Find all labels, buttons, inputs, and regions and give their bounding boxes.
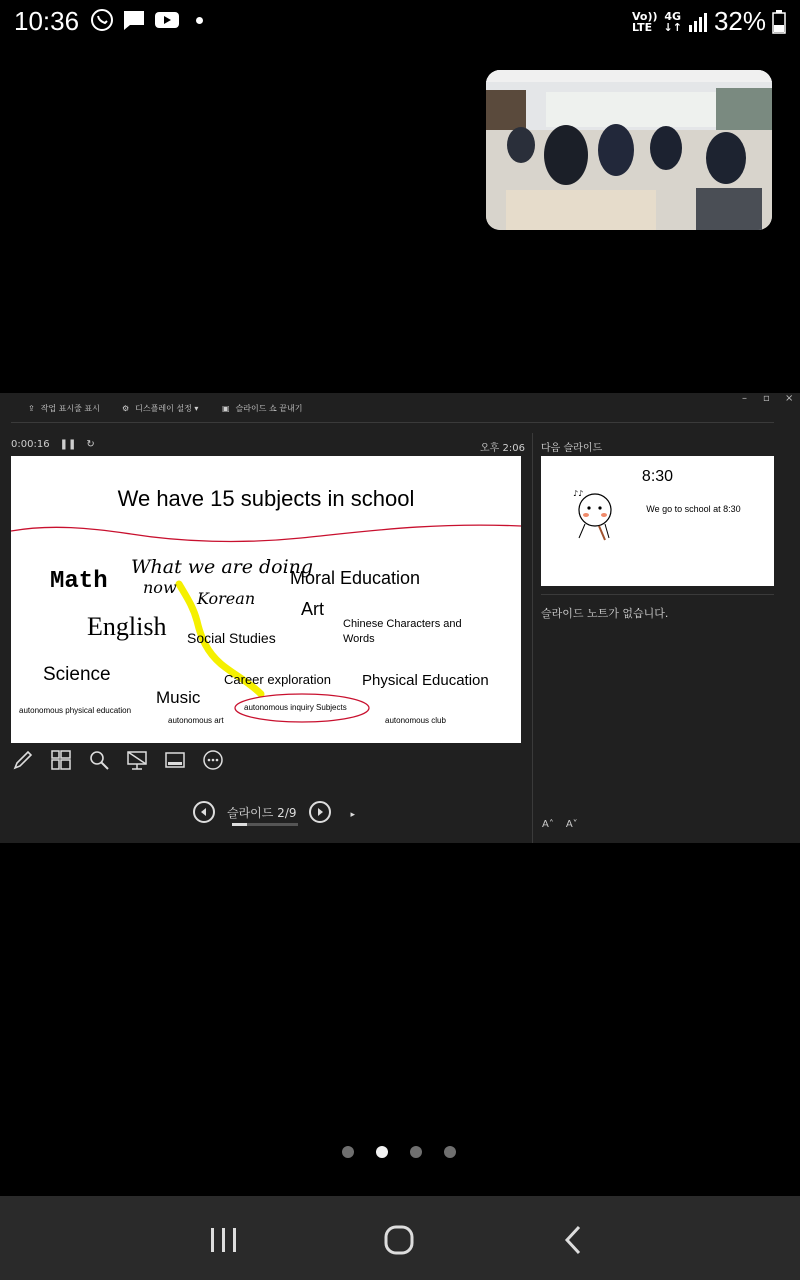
- page-dot[interactable]: [410, 1146, 422, 1158]
- volte-bottom: LTE: [631, 20, 653, 34]
- decrease-font-button[interactable]: A˅: [565, 819, 578, 830]
- subject-autonomous-art: autonomous art: [168, 716, 224, 725]
- back-icon[interactable]: [562, 1224, 584, 1256]
- signal-icon: [688, 11, 708, 33]
- data-arrows-icon: ↓↑: [663, 20, 682, 34]
- classroom-image: [486, 70, 772, 230]
- next-slide-body: We go to school at 8:30: [646, 504, 741, 514]
- display-settings-icon: ⚙: [122, 404, 130, 413]
- volte-top: Vo)): [631, 9, 658, 23]
- data-indicator: [664, 11, 682, 33]
- youtube-icon: [154, 9, 180, 31]
- end-slideshow-button[interactable]: [222, 403, 302, 414]
- notification-icons: [90, 8, 203, 32]
- zoom-icon[interactable]: [87, 748, 111, 772]
- subject-science: Science: [43, 664, 111, 685]
- notes-font-buttons: [542, 819, 578, 830]
- subtitles-icon[interactable]: [163, 748, 187, 772]
- recent-apps-icon[interactable]: [208, 1226, 240, 1254]
- next-slide-title: 8:30: [641, 468, 674, 485]
- red-underline: [11, 525, 521, 541]
- minimize-button[interactable]: –: [742, 393, 747, 404]
- next-icon: [315, 807, 325, 817]
- slide-title: We have 15 subjects in school: [117, 486, 415, 511]
- handwriting-text-2: now: [143, 578, 177, 597]
- slide-counter: 슬라이드 2/9: [227, 805, 297, 820]
- timer: [11, 439, 95, 450]
- volte-indicator: [632, 11, 658, 33]
- handwriting-text-1: What we are doing: [131, 556, 314, 578]
- slide-progress-fill: [232, 823, 247, 826]
- camera-preview[interactable]: [486, 70, 772, 230]
- slide-navigation: [193, 801, 355, 823]
- slide-tools: [11, 748, 225, 772]
- slide-annotations: [11, 456, 521, 743]
- current-slide[interactable]: [11, 456, 521, 743]
- clock: 오후 2:06: [480, 443, 525, 454]
- black-screen-icon[interactable]: [125, 748, 149, 772]
- page-dot[interactable]: [376, 1146, 388, 1158]
- more-options-icon[interactable]: [201, 748, 225, 772]
- next-slide-preview[interactable]: [541, 456, 774, 586]
- pen-icon[interactable]: [11, 748, 35, 772]
- status-time: 10:36: [14, 6, 80, 36]
- subject-math: Math: [50, 568, 108, 595]
- subject-english: English: [87, 612, 167, 641]
- battery-icon: [772, 10, 786, 34]
- timer-value: 0:00:16: [11, 439, 50, 450]
- increase-font-button[interactable]: A˄: [542, 819, 554, 830]
- reset-timer-icon[interactable]: ↻: [86, 439, 95, 450]
- notification-dot-icon: [196, 17, 203, 24]
- panel-divider: [532, 433, 533, 843]
- see-all-slides-icon[interactable]: [49, 748, 73, 772]
- show-taskbar-label: 작업 표시줄 표시: [40, 404, 100, 413]
- display-settings-label: 디스플레이 설정 ▾: [135, 404, 199, 413]
- subject-music: Music: [156, 688, 201, 707]
- home-icon[interactable]: [383, 1224, 415, 1256]
- previous-slide-button[interactable]: [193, 801, 215, 823]
- show-taskbar-button[interactable]: [28, 403, 100, 414]
- slide-progress: [232, 823, 298, 826]
- page-dot[interactable]: [342, 1146, 354, 1158]
- notes-divider: [541, 594, 774, 595]
- data-type: 4G: [664, 9, 682, 23]
- subject-autonomous-inquiry: autonomous inquiry Subjects: [244, 703, 347, 712]
- end-slideshow-label: 슬라이드 쇼 끝내기: [235, 404, 303, 413]
- display-settings-button[interactable]: [122, 403, 198, 414]
- whatsapp-icon: [90, 8, 114, 32]
- cartoon-character-image: [571, 486, 617, 544]
- subject-art: Art: [301, 599, 325, 619]
- pause-icon[interactable]: ❚❚: [59, 439, 77, 450]
- next-slide-label: 다음 슬라이드: [541, 443, 603, 454]
- page-dot[interactable]: [444, 1146, 456, 1158]
- subject-autonomous-club: autonomous club: [385, 716, 446, 725]
- subject-social-studies: Social Studies: [187, 630, 276, 646]
- status-right: [632, 6, 786, 37]
- subject-korean: Korean: [197, 589, 256, 608]
- battery-percent: 32%: [713, 6, 766, 36]
- subject-chinese-characters: Chinese Characters and Words: [343, 618, 462, 645]
- message-icon: [122, 8, 146, 32]
- restore-button[interactable]: ▫: [763, 393, 770, 404]
- toolbar-divider: [11, 422, 774, 423]
- presenter-view: [0, 393, 800, 843]
- subject-moral-education: Moral Education: [290, 568, 421, 588]
- subject-autonomous-pe: autonomous physical education: [19, 706, 132, 715]
- page-indicator: [342, 1146, 456, 1158]
- subject-physical-education: Physical Education: [362, 672, 489, 689]
- subject-career-exploration: Career exploration: [224, 672, 331, 687]
- taskbar-icon: ⇪: [28, 404, 35, 413]
- end-slideshow-icon: ▣: [222, 404, 230, 413]
- cursor-icon: ▸: [350, 810, 356, 820]
- previous-icon: [199, 807, 209, 817]
- svg-text:♪♪: ♪♪: [573, 489, 584, 498]
- speaker-notes: 슬라이드 노트가 없습니다.: [541, 607, 669, 620]
- close-button[interactable]: ×: [785, 393, 794, 404]
- next-slide-button[interactable]: [309, 801, 331, 823]
- android-nav-bar: [0, 1196, 800, 1280]
